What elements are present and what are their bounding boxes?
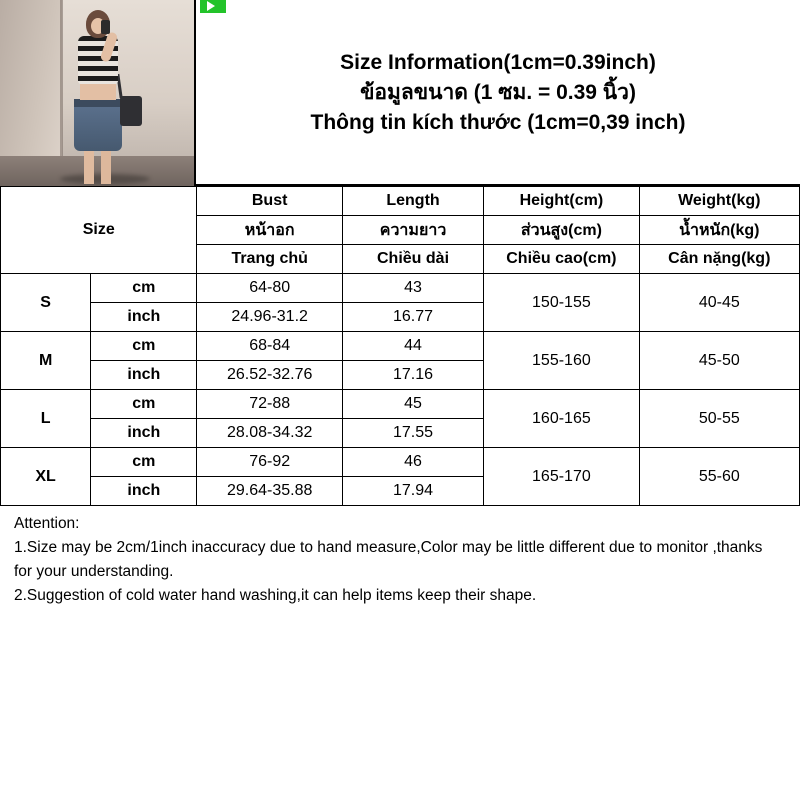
unit-cm-l: cm bbox=[91, 390, 197, 419]
header-length-vi: Chiều dài bbox=[342, 245, 483, 274]
table-row bbox=[1, 448, 800, 477]
header-height-en: Height(cm) bbox=[484, 187, 639, 216]
phone-icon bbox=[101, 20, 110, 34]
bust-cm-l: 72-88 bbox=[197, 390, 342, 419]
handbag-icon bbox=[120, 96, 142, 126]
table-row bbox=[1, 390, 800, 419]
bust-cm-xl: 76-92 bbox=[197, 448, 342, 477]
title-vietnamese: Thông tin kích thước (1cm=0,39 inch) bbox=[310, 111, 686, 134]
height-s: 150-155 bbox=[484, 274, 639, 332]
attention-line-2: 2.Suggestion of cold water hand washing,it can help items keep their shape. bbox=[14, 587, 537, 604]
unit-cm-m: cm bbox=[91, 332, 197, 361]
model-leg-left bbox=[84, 150, 94, 184]
unit-cm-xl: cm bbox=[91, 448, 197, 477]
weight-l: 50-55 bbox=[639, 390, 799, 448]
row-size-xl: XL bbox=[1, 448, 91, 506]
length-cm-s: 43 bbox=[342, 274, 483, 303]
height-xl: 165-170 bbox=[484, 448, 639, 506]
length-inch-l: 17.55 bbox=[342, 419, 483, 448]
unit-inch-s: inch bbox=[91, 303, 197, 332]
bust-inch-s: 24.96-31.2 bbox=[197, 303, 342, 332]
length-cm-m: 44 bbox=[342, 332, 483, 361]
size-table bbox=[0, 186, 800, 506]
title-english: Size Information(1cm=0.39inch) bbox=[340, 51, 656, 74]
unit-inch-xl: inch bbox=[91, 477, 197, 506]
length-cm-xl: 46 bbox=[342, 448, 483, 477]
table-header-row-en bbox=[1, 187, 800, 216]
header-height-th: ส่วนสูง(cm) bbox=[484, 216, 639, 245]
table-row bbox=[1, 332, 800, 361]
length-cm-l: 45 bbox=[342, 390, 483, 419]
header-length-th: ความยาว bbox=[342, 216, 483, 245]
unit-cm-s: cm bbox=[91, 274, 197, 303]
row-size-l: L bbox=[1, 390, 91, 448]
row-size-m: M bbox=[1, 332, 91, 390]
bust-cm-s: 64-80 bbox=[197, 274, 342, 303]
header-size-label: Size bbox=[1, 187, 197, 274]
unit-inch-l: inch bbox=[91, 419, 197, 448]
model-midriff bbox=[80, 84, 116, 100]
header-weight-en: Weight(kg) bbox=[639, 187, 799, 216]
attention-heading: Attention: bbox=[14, 515, 80, 532]
attention-block bbox=[0, 506, 800, 608]
header-bust-en: Bust bbox=[197, 187, 342, 216]
length-inch-xl: 17.94 bbox=[342, 477, 483, 506]
title-thai: ข้อมูลขนาด (1 ซม. = 0.39 นิ้ว) bbox=[360, 81, 636, 104]
height-l: 160-165 bbox=[484, 390, 639, 448]
length-inch-m: 17.16 bbox=[342, 361, 483, 390]
height-m: 155-160 bbox=[484, 332, 639, 390]
header-bust-th: หน้าอก bbox=[197, 216, 342, 245]
row-size-s: S bbox=[1, 274, 91, 332]
product-photo bbox=[0, 0, 196, 186]
play-icon[interactable] bbox=[200, 0, 226, 13]
bust-inch-xl: 29.64-35.88 bbox=[197, 477, 342, 506]
attention-line-1: 1.Size may be 2cm/1inch inaccuracy due to hand measure,Color may be little different due to monitor ,thanks for your understanding. bbox=[14, 539, 763, 580]
header-weight-vi: Cân nặng(kg) bbox=[639, 245, 799, 274]
header-bust-vi: Trang chủ bbox=[197, 245, 342, 274]
bust-inch-l: 28.08-34.32 bbox=[197, 419, 342, 448]
weight-xl: 55-60 bbox=[639, 448, 799, 506]
table-row bbox=[1, 274, 800, 303]
weight-m: 45-50 bbox=[639, 332, 799, 390]
weight-s: 40-45 bbox=[639, 274, 799, 332]
bust-inch-m: 26.52-32.76 bbox=[197, 361, 342, 390]
header-length-en: Length bbox=[342, 187, 483, 216]
denim-waistband bbox=[74, 99, 122, 107]
title-block bbox=[196, 0, 800, 186]
length-inch-s: 16.77 bbox=[342, 303, 483, 332]
header-weight-th: น้ำหนัก(kg) bbox=[639, 216, 799, 245]
model-leg-right bbox=[101, 150, 111, 184]
unit-inch-m: inch bbox=[91, 361, 197, 390]
bust-cm-m: 68-84 bbox=[197, 332, 342, 361]
header-band bbox=[0, 0, 800, 186]
header-height-vi: Chiều cao(cm) bbox=[484, 245, 639, 274]
